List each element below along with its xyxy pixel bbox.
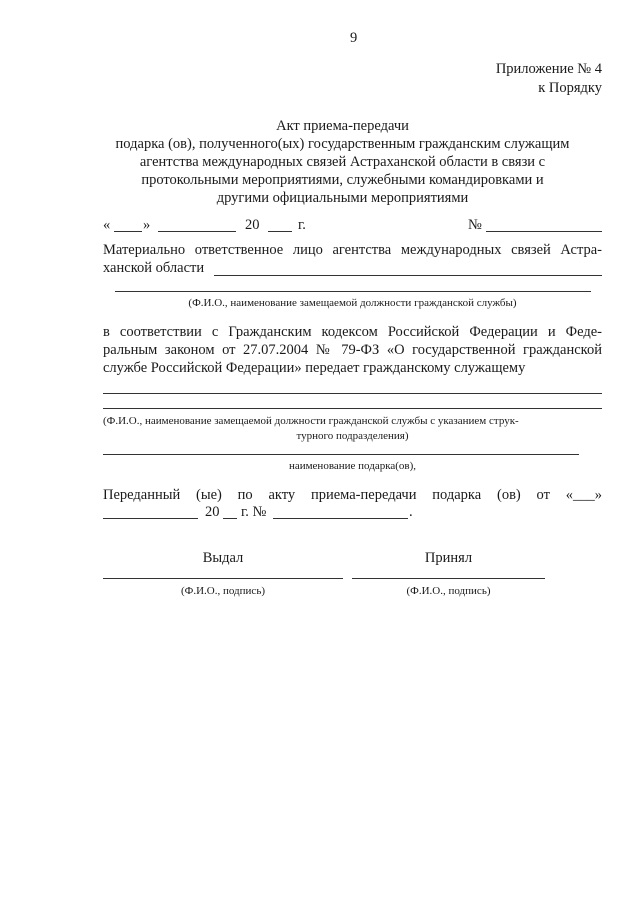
appendix-line-2: к Порядку bbox=[538, 80, 602, 96]
document-title-line-2: подарка (ов), полученного(ых) государственным гражданским служащим bbox=[115, 136, 570, 152]
document-title-line-5: другими официальными мероприятиями bbox=[216, 190, 469, 206]
act-number-blank-line bbox=[486, 231, 602, 232]
transfer-text: Переданный (ые) по акту приема-передачи подарка (ов) от «___» bbox=[103, 487, 602, 503]
received-by-label: Принял bbox=[424, 550, 473, 566]
transfer-period: . bbox=[409, 504, 413, 520]
gift-blank-line bbox=[103, 454, 579, 455]
transfer-number-blank-line bbox=[273, 518, 408, 519]
responsible-person-blank-line-2 bbox=[115, 291, 591, 292]
document-title: Акт приема-передачи bbox=[276, 118, 409, 134]
caption-recipient: (Ф.И.О., наименование замещаемой должности гражданской службы с указанием струк- bbox=[103, 415, 519, 427]
year-blank-line bbox=[268, 231, 292, 232]
date-open-quote: « bbox=[103, 217, 111, 233]
transfer-date-blank-line bbox=[103, 518, 198, 519]
transfer-number-label: г. № bbox=[241, 504, 267, 520]
responsible-person-text: Материально ответственное лицо агентства международных связей Астра- bbox=[103, 242, 602, 258]
transfer-year-blank-line bbox=[223, 518, 237, 519]
issued-by-signature-line bbox=[103, 578, 343, 579]
issued-by-label: Выдал bbox=[202, 550, 244, 566]
legal-basis-text-2: ральным законом от 27.07.2004 № 79-ФЗ «О государственной гражданской bbox=[103, 342, 602, 358]
recipient-blank-line bbox=[103, 393, 602, 394]
day-blank-line bbox=[114, 231, 142, 232]
recipient-blank-line-2 bbox=[103, 408, 602, 409]
caption-gift-name: наименование подарка(ов), bbox=[288, 460, 417, 472]
transfer-year-prefix: 20 bbox=[205, 504, 220, 520]
document-title-line-4: протокольными мероприятиями, служебными командировками и bbox=[141, 172, 544, 188]
responsible-person-text-2: ханской области bbox=[103, 260, 205, 276]
appendix-line-1: Приложение № 4 bbox=[495, 61, 602, 77]
received-by-signature-line bbox=[352, 578, 545, 579]
legal-basis-text-3: службе Российской Федерации» передает гражданскому служащему bbox=[103, 360, 526, 376]
year-prefix: 20 bbox=[245, 217, 260, 233]
month-blank-line bbox=[158, 231, 236, 232]
date-close-quote: » bbox=[143, 217, 151, 233]
caption-responsible-person: (Ф.И.О., наименование замещаемой должности гражданской службы) bbox=[188, 297, 517, 309]
received-by-caption: (Ф.И.О., подпись) bbox=[406, 585, 491, 597]
number-sign: № bbox=[468, 217, 482, 233]
caption-recipient-2: турного подразделения) bbox=[296, 430, 409, 442]
document-title-line-3: агентства международных связей Астраханской области в связи с bbox=[139, 154, 546, 170]
page-number: 9 bbox=[350, 30, 358, 46]
issued-by-caption: (Ф.И.О., подпись) bbox=[181, 585, 265, 597]
year-suffix: г. bbox=[298, 217, 306, 233]
responsible-person-blank-line bbox=[214, 275, 602, 276]
legal-basis-text: в соответствии с Гражданским кодексом Российской Федерации и Феде- bbox=[103, 324, 602, 340]
